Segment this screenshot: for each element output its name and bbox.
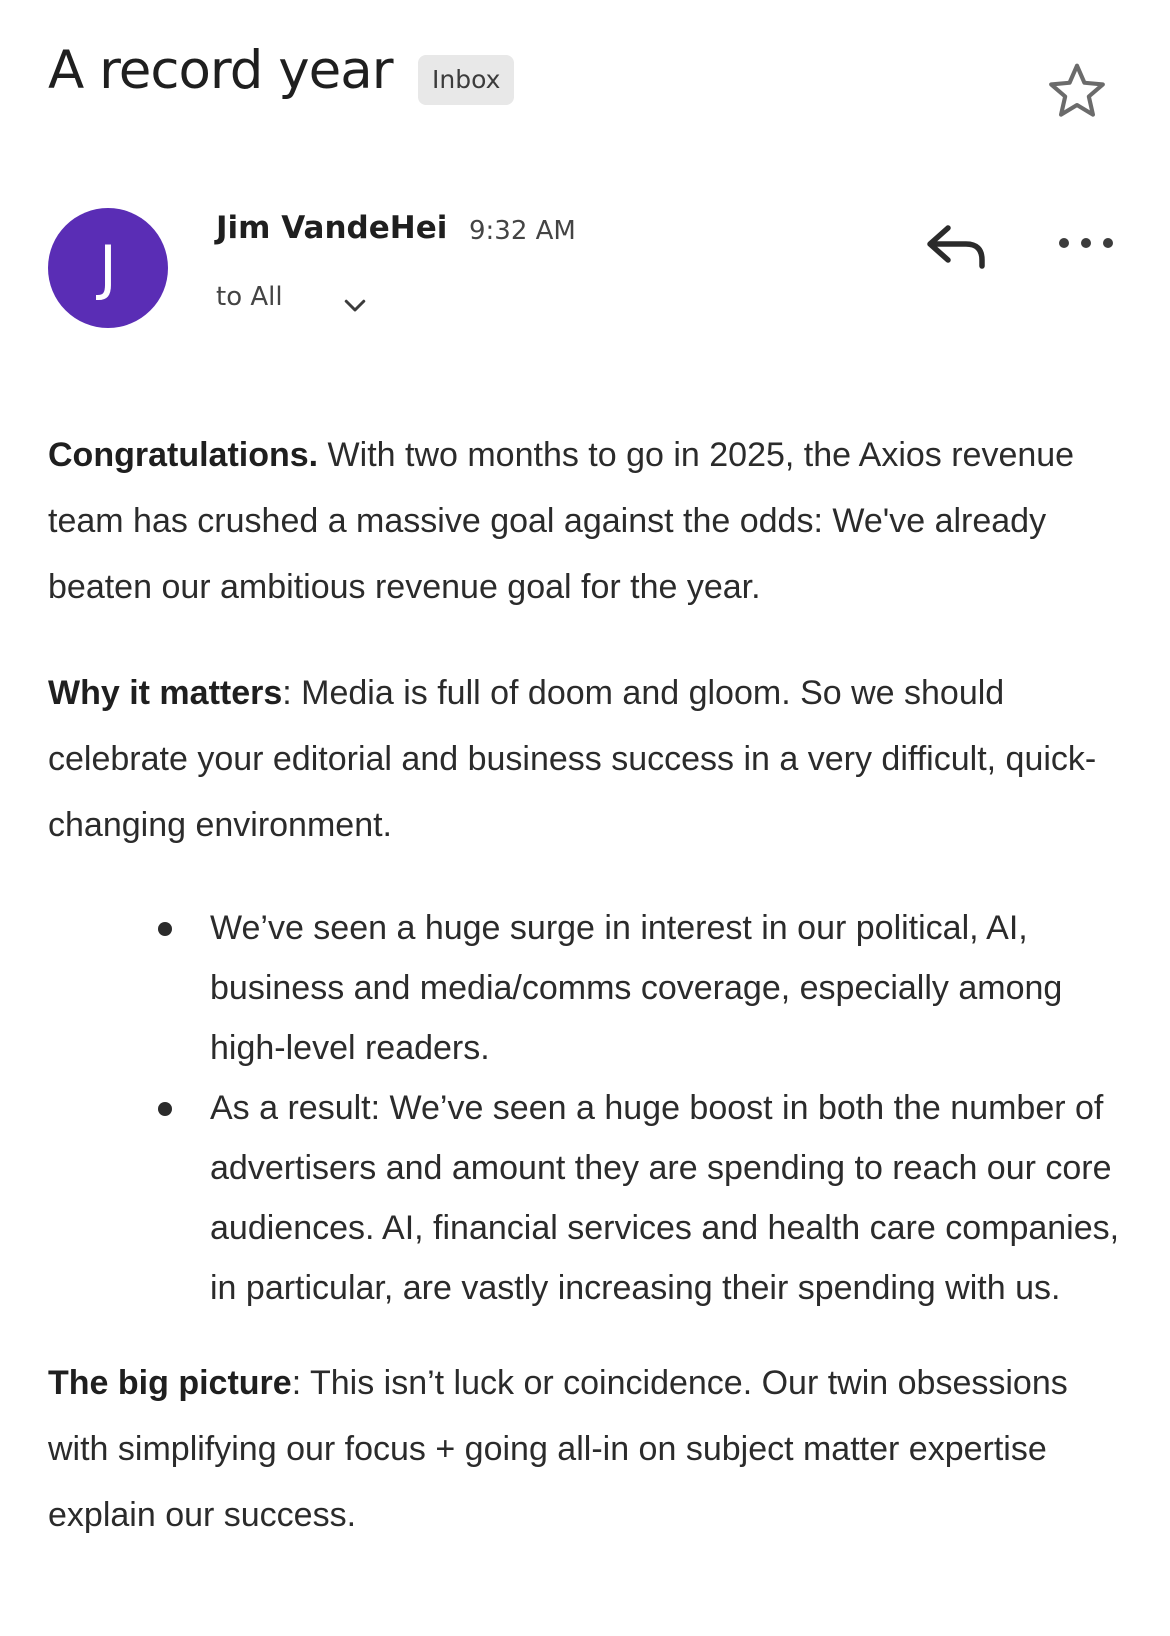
chevron-down-icon[interactable] (340, 290, 370, 320)
inbox-label-badge[interactable]: Inbox (418, 55, 514, 105)
avatar[interactable]: J (48, 208, 168, 328)
paragraph-why-it-matters (48, 660, 1128, 858)
list-item (210, 1078, 1128, 1318)
bullet-icon (158, 922, 172, 936)
text-why-it-matters: : Media is full of doom and gloom. So we should celebrate your editorial and business success in a very difficult, quick-changing environment. (48, 674, 1097, 844)
paragraph-congratulations (48, 422, 1128, 620)
recipients-label[interactable]: to All (216, 282, 283, 312)
list-item-text: As a result: We’ve seen a huge boost in both the number of advertisers and amount they are spending to reach our core audiences. AI, financial services and health care companies, in particular, are vastly increasing their spending with us. (210, 1089, 1120, 1307)
message-time: 9:32 AM (469, 216, 576, 246)
email-subject: A record year (48, 40, 393, 101)
bullet-list (48, 898, 1128, 1318)
lead-congratulations: Congratulations. (48, 436, 319, 474)
lead-why-it-matters: Why it matters (48, 674, 283, 712)
list-item (210, 898, 1128, 1078)
paragraph-big-picture (48, 1350, 1128, 1548)
star-icon[interactable] (1044, 58, 1110, 124)
bullet-icon (158, 1102, 172, 1116)
text-congratulations: With two months to go in 2025, the Axios revenue team has crushed a massive goal against the odds: We've already beaten our ambitious revenue goal for the year. (48, 436, 1075, 606)
reply-icon[interactable] (922, 218, 988, 274)
more-icon[interactable] (1056, 228, 1116, 258)
lead-big-picture: The big picture (48, 1364, 292, 1402)
sender-name: Jim VandeHei (216, 210, 448, 246)
list-item-text: We’ve seen a huge surge in interest in our political, AI, business and media/comms coverage, especially among high-level readers. (210, 909, 1063, 1067)
email-body (48, 422, 1128, 1588)
text-big-picture: : This isn’t luck or coincidence. Our twin obsessions with simplifying our focus + going all-in on subject matter expertise explain our success. (48, 1364, 1068, 1534)
